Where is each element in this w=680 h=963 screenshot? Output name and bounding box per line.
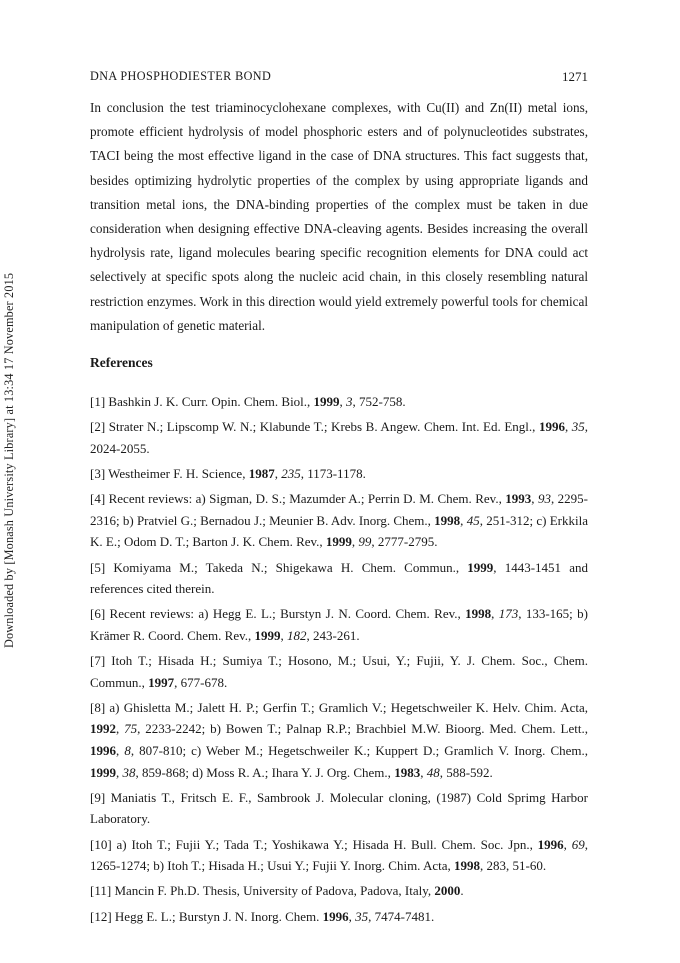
reference-item: [6] Recent reviews: a) Hegg E. L.; Burstyn J. N. Coord. Chem. Rev., 1998, 173, 133-165; b) Krämer R. Coord. Chem. Rev., 1999, 182, 243-261. <box>90 606 588 643</box>
page-number: 1271 <box>562 69 588 84</box>
conclusion-paragraph: In conclusion the test triaminocyclohexane complexes, with Cu(II) and Zn(II) metal ions, promote efficient hydrolysis of model phosphoric esters and of polynucleotides substrates, TACI being the most effective ligand in the case of DNA structures. This fact suggests that, besides optimizing hydrolytic properties of the complex by using appropriate ligands and transition metal ions, the DNA-binding properties of the complex must be taken in due consideration when designing effective DNA-cleaving agents. Besides increasing the overall hydrolysis rate, ligand molecules bearing specific recognition elements for DNA could act selectively at specific spots along the nucleic acid chain, in this closely resembling natural restriction enzymes. Work in this direction would yield extremely powerful tools for chemical manipulation of genetic material. <box>90 100 588 333</box>
reference-item: [7] Itoh T.; Hisada H.; Sumiya T.; Hosono, M.; Usui, Y.; Fujii, Y. J. Chem. Soc., Chem. Commun., 1997, 677-678. <box>90 653 588 690</box>
reference-list <box>90 391 588 931</box>
references-heading: References <box>90 355 153 370</box>
reference-item: [3] Westheimer F. H. Science, 1987, 235, 1173-1178. <box>90 465 366 481</box>
reference-item: [10] a) Itoh T.; Fujii Y.; Tada T.; Yoshikawa Y.; Hisada H. Bull. Chem. Soc. Jpn., 1996, 69, 1265-1274; b) Itoh T.; Hisada H.; Usui Y.; Fujii Y. Inorg. Chim. Acta, 1998, 283, 51-60. <box>90 836 589 874</box>
reference-item: [1] Bashkin J. K. Curr. Opin. Chem. Biol., 1999, 3, 752-758. <box>90 394 406 409</box>
reference-item: [4] Recent reviews: a) Sigman, D. S.; Mazumder A.; Perrin D. M. Chem. Rev., 1993, 93, 2295-2316; b) Pratviel G.; Bernadou J.; Meunier B. Adv. Inorg. Chem., 1998, 45, 251-312; c) Erkkila K. E.; Odom D. T.; Barton J. K. Chem. Rev., 1999, 99, 2777-2795. <box>90 491 589 550</box>
running-header <box>90 69 588 85</box>
reference-item: [11] Mancin F. Ph.D. Thesis, University of Padova, Padova, Italy, 2000. <box>90 883 464 899</box>
reference-item: [9] Maniatis T., Fritsch E. F., Sambrook J. Molecular cloning, (1987) Cold Sprimg Harbor Laboratory. <box>90 789 588 827</box>
reference-item: [12] Hegg E. L.; Burstyn J. N. Inorg. Chem. 1996, 35, 7474-7481. <box>90 908 435 924</box>
reference-item: [8] a) Ghisletta M.; Jalett H. P.; Gerfin T.; Gramlich V.; Hegetschweiler K. Helv. Chim. Acta, 1992, 75, 2233-2242; b) Bowen T.; Palnap R.P.; Brachbiel M.W. Bioorg. Med. Chem. Lett., 1996, 8, 807-810; c) Weber M.; Hegetschweiler K.; Kuppert D.; Gramlich V. Inorg. Chem., 1999, 38, 859-868; d) Moss R. A.; Ihara Y. J. Org. Chem., 1983, 48, 588-592. <box>90 699 589 780</box>
download-watermark: Downloaded by [Monash University Library] at 13:34 17 November 2015 <box>2 272 16 648</box>
running-title: DNA PHOSPHODIESTER BOND <box>90 69 272 83</box>
reference-item: [2] Strater N.; Lipscomp W. N.; Klabunde T.; Krebs B. Angew. Chem. Int. Ed. Engl., 1996, 35, 2024-2055. <box>90 419 588 456</box>
reference-item: [5] Komiyama M.; Takeda N.; Shigekawa H. Chem. Commun., 1999, 1443-1451 and references cited therein. <box>90 559 588 597</box>
